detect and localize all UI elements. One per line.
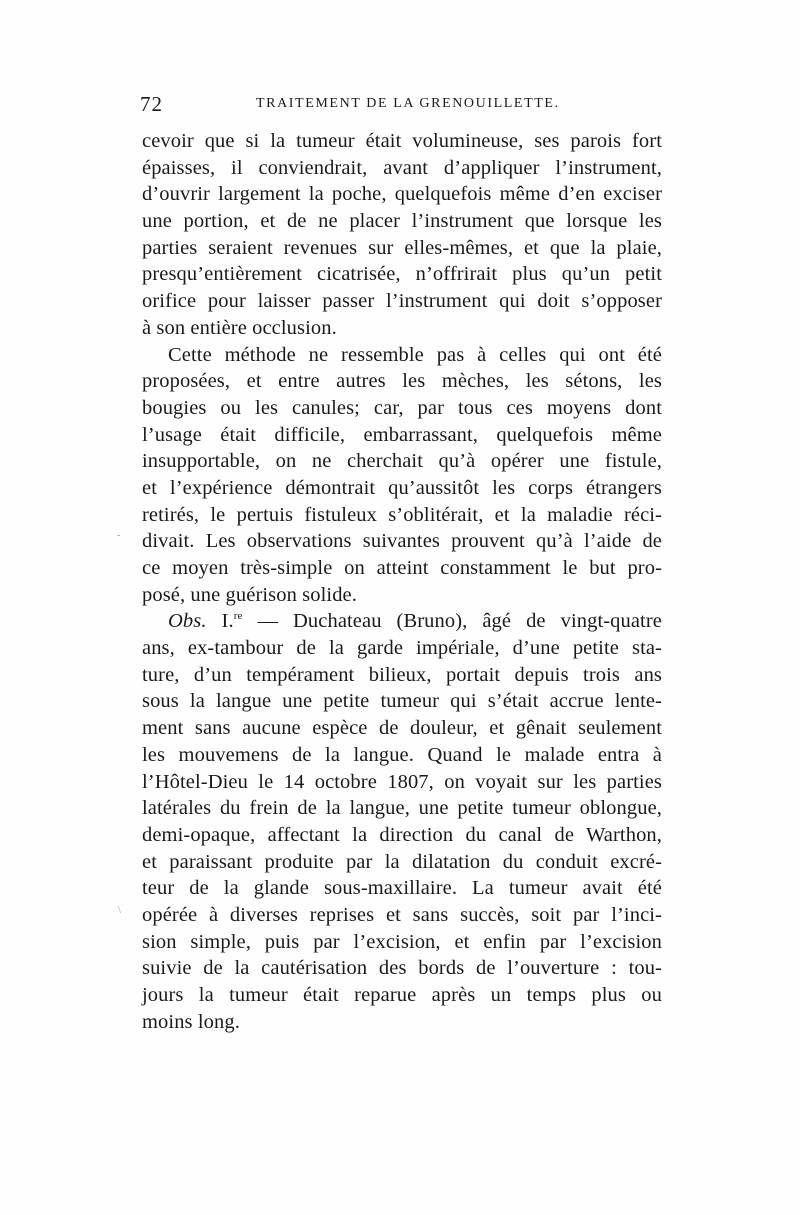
text-line: ce moyen très-simple on atteint constamment le but pro- bbox=[142, 557, 662, 579]
text-line: ment sans aucune espèce de douleur, et gênait seulement bbox=[142, 717, 662, 740]
body-text bbox=[142, 128, 662, 1035]
text-line: orifice pour laisser passer l’instrument qui doit s’opposer bbox=[142, 290, 662, 313]
text-line: l’usage était difficile, embarrassant, quelquefois même bbox=[142, 423, 662, 446]
text-line: cevoir que si la tumeur était volumineuse, ses parois fort bbox=[142, 130, 662, 152]
text-line: épaisses, il conviendrait, avant d’appliquer l’instrument, bbox=[142, 156, 662, 179]
obs-text: — Duchateau (Bruno), âgé de vingt-quatre bbox=[257, 610, 662, 633]
text-line: bougies ou les canules; car, par tous ces moyens dont bbox=[142, 396, 662, 419]
text-line: parties seraient revenues sur elles-mêmes, et que la plaie, bbox=[142, 236, 662, 259]
text-line: latérales du frein de la langue, une petite tumeur oblongue, bbox=[142, 797, 662, 820]
text-line: une portion, et de ne placer l’instrument que lorsque les bbox=[142, 210, 662, 233]
text-line: ans, ex-tambour de la garde impériale, d’une petite sta- bbox=[142, 637, 662, 660]
text-line: sion simple, puis par l’excision, et enfin par l’excision bbox=[142, 930, 662, 953]
text-line: les mouvemens de la langue. Quand le malade entra à bbox=[142, 743, 662, 766]
text-line: insupportable, on ne cherchait qu’à opérer une fistule, bbox=[142, 450, 662, 473]
text-line: teur de la glande sous-maxillaire. La tumeur avait été bbox=[142, 877, 662, 900]
obs-abbreviation: Obs. bbox=[168, 610, 207, 633]
text-line: à son entière occlusion. bbox=[142, 316, 337, 339]
text-line: l’Hôtel-Dieu le 14 octobre 1807, on voyait sur les parties bbox=[142, 770, 662, 793]
obs-superscript: re bbox=[233, 610, 243, 623]
page-number: 72 bbox=[140, 92, 163, 116]
running-title: TRAITEMENT DE LA GRENOUILLETTE. bbox=[256, 96, 560, 111]
text-line: sous la langue une petite tumeur qui s’était accrue lente- bbox=[142, 690, 662, 713]
print-speck: - bbox=[117, 530, 121, 541]
text-line: opérée à diverses reprises et sans succès, soit par l’inci- bbox=[142, 903, 662, 926]
text-line: retirés, le pertuis fistuleux s’oblitérait, et la maladie réci- bbox=[142, 503, 662, 526]
text-line: et l’expérience démontrait qu’aussitôt les corps étrangers bbox=[142, 476, 662, 499]
text-line: presqu’entièrement cicatrisée, n’offrirait plus qu’un petit bbox=[142, 263, 662, 286]
text-line: d’ouvrir largement la poche, quelquefois même d’en exciser bbox=[142, 183, 662, 206]
text-line: demi-opaque, affectant la direction du canal de Warthon, bbox=[142, 823, 662, 846]
text-line: divait. Les observations suivantes prouvent qu’à l’aide de bbox=[142, 530, 662, 553]
text-line: moins long. bbox=[142, 1010, 240, 1033]
text-line: et paraissant produite par la dilatation du conduit excré- bbox=[142, 850, 662, 873]
running-head bbox=[140, 92, 665, 116]
text-line: suivie de la cautérisation des bords de l’ouverture : tou- bbox=[142, 957, 662, 980]
obs-number: I. bbox=[221, 610, 234, 633]
print-speck: \ bbox=[118, 905, 121, 916]
text-line: Cette méthode ne ressemble pas à celles qui ont été bbox=[168, 343, 662, 366]
text-line: jours la tumeur était reparue après un temps plus ou bbox=[142, 984, 662, 1006]
observation-heading-line bbox=[142, 608, 662, 635]
text-line: ture, d’un tempérament bilieux, portait depuis trois ans bbox=[142, 663, 662, 686]
text-line: proposées, et entre autres les mèches, les sétons, les bbox=[142, 370, 662, 393]
text-line: posé, une guérison solide. bbox=[142, 583, 357, 606]
